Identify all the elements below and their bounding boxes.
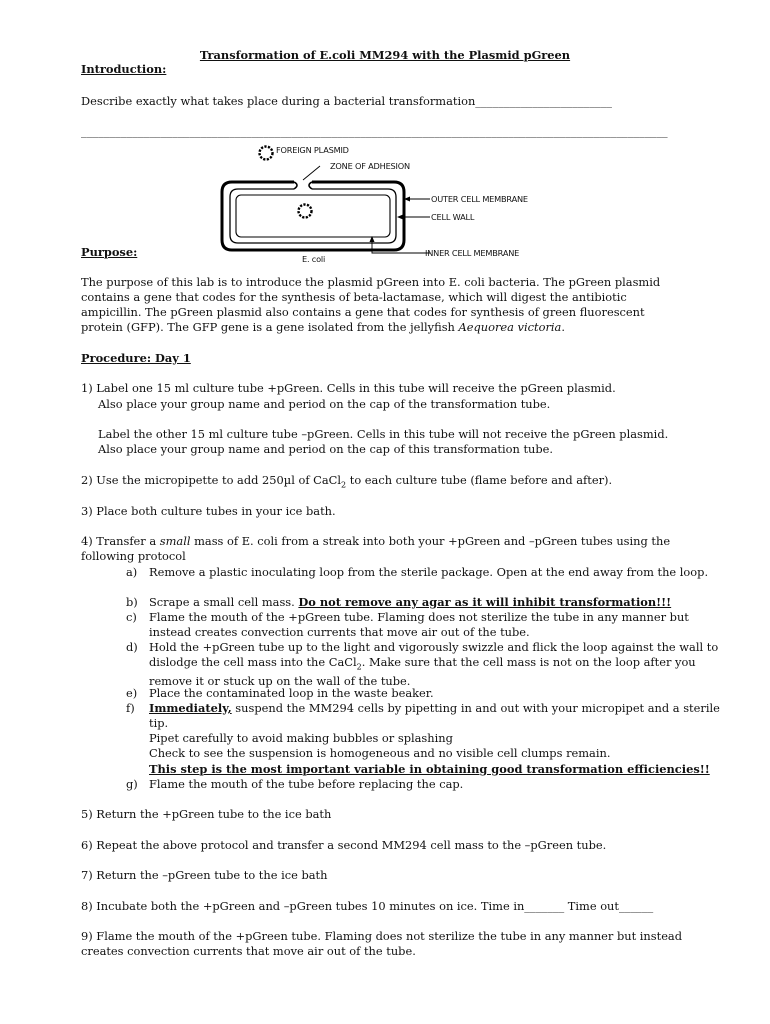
step-6: 6) Repeat the above protocol and transfer a second MM294 cell mass to the –pGreen tube. (81, 838, 607, 852)
step-5: 5) Return the +pGreen tube to the ice bath (81, 807, 332, 821)
purpose-line-1: The purpose of this lab is to introduce the plasmid pGreen into E. coli bacteria. The pGreen plasmid (81, 275, 661, 289)
step-2: 2) Use the micropipette to add 250µl of CaCl$_2$ to each culture tube (flame before and after). (81, 473, 613, 490)
step-1-line-4: Also place your group name and period on the cap of this transformation tube. (98, 442, 554, 456)
cell-wall (230, 189, 396, 243)
foreign-plasmid-icon (260, 147, 273, 160)
step-3: 3) Place both culture tubes in your ice bath. (81, 504, 336, 518)
purpose-line-4: protein (GFP). The GFP gene is a gene isolated from the jellyfish Aequorea victoria. (81, 320, 565, 334)
label-foreign-plasmid: FOREIGN PLASMID (276, 145, 349, 155)
step-1-line-1: 1) Label one 15 ml culture tube +pGreen. Cells in this tube will receive the pGreen plasmid. (81, 381, 616, 395)
step-9-line-2: creates convection currents that move air out of the tube. (81, 944, 416, 958)
substep-f-line-4: This step is the most important variable in obtaining good transformation efficiencies!! (149, 762, 710, 776)
label-ecoli: E. coli (302, 254, 326, 264)
step-9-line-1: 9) Flame the mouth of the +pGreen tube. Flaming does not sterilize the tube in any manner but instead (81, 929, 683, 943)
introduction-heading: Introduction: (81, 62, 167, 76)
substep-f-line-3: Check to see the suspension is homogeneous and no visible cell clumps remain. (149, 746, 611, 760)
procedure-heading: Procedure: Day 1 (81, 351, 191, 365)
step-4-line-1: 4) Transfer a small mass of E. coli from a streak into both your +pGreen and –pGreen tubes using the (81, 534, 671, 548)
answer-line: _______________________________________________________________________________________________________ (81, 124, 668, 138)
inner-cell-membrane (236, 195, 390, 237)
label-cell-wall: CELL WALL (431, 212, 475, 222)
introduction-question: Describe exactly what takes place during a bacterial transformation________________________ (81, 94, 612, 108)
purpose-heading: Purpose: (81, 245, 138, 259)
document-title: Transformation of E.coli MM294 with the Plasmid pGreen (199, 48, 571, 62)
label-outer-cell-membrane: OUTER CELL MEMBRANE (431, 194, 528, 204)
step-8: 8) Incubate both the +pGreen and –pGreen tubes 10 minutes on ice. Time in_______ Time out______ (81, 899, 654, 913)
outer-cell-membrane (222, 182, 404, 250)
purpose-line-2: contains a gene that codes for the synthesis of beta-lactamase, which will digest the antibiotic (81, 290, 627, 304)
purpose-line-3: ampicillin. The pGreen plasmid also contains a gene that codes for synthesis of green fluorescent (81, 305, 645, 319)
step-1-line-3: Label the other 15 ml culture tube –pGreen. Cells in this tube will not receive the pGreen plasmid. (98, 427, 669, 441)
step-4-line-2: following protocol (81, 549, 186, 563)
internal-plasmid-icon (299, 205, 312, 218)
substep-f-line-2: Pipet carefully to avoid making bubbles or splashing (149, 731, 453, 745)
label-zone-of-adhesion: ZONE OF ADHESION (330, 161, 410, 171)
step-7: 7) Return the –pGreen tube to the ice bath (81, 868, 328, 882)
step-1-line-2: Also place your group name and period on the cap of the transformation tube. (98, 397, 551, 411)
label-inner-cell-membrane: INNER CELL MEMBRANE (425, 248, 520, 258)
